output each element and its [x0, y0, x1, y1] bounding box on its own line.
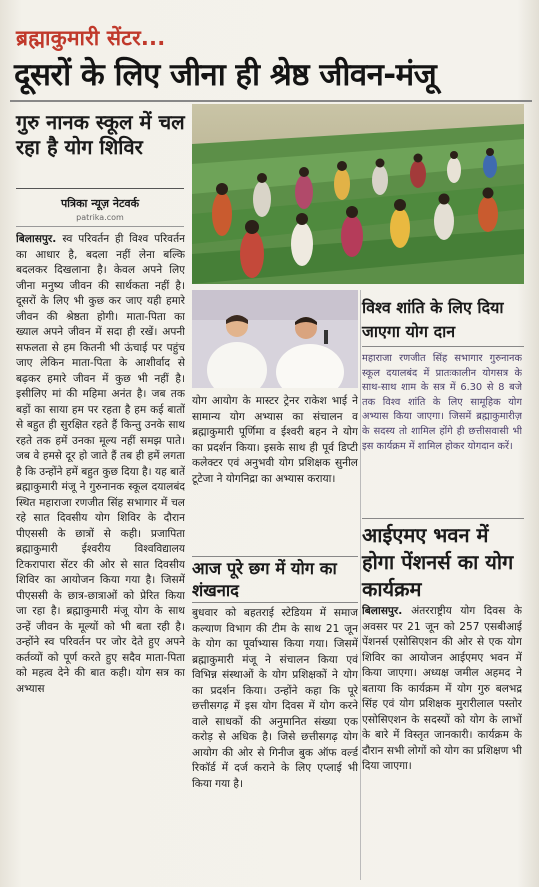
ima-dateline: बिलासपुर. [362, 605, 412, 617]
byline: पत्रिका न्यूज़ नेटवर्क [60, 197, 140, 210]
vishwa-shanti-headline: विश्व शांति के लिए दिया जाएगा योग दान [362, 298, 504, 341]
headline-rule [10, 100, 532, 102]
box-rule-2 [192, 556, 358, 557]
section-kicker: ब्रह्माकुमारी सेंटर... [16, 26, 166, 50]
yoga-group-photo [192, 104, 524, 284]
side-rule-2 [16, 226, 184, 227]
ima-body [362, 604, 522, 874]
side-headline: गुरु नानक स्कूल में चल रहा है योग शिविर [16, 110, 185, 159]
ima-text: अंतरराष्ट्रीय योग दिवस के अवसर पर 21 जून को 257 एसबीआई पेंशनर्स एसोसिएशन की ओर से एक योग शिविर का आयोजन आईएमए भवन में किया जाएगा। अध्यक्ष जमील अहमद ने बताया कि कार्यक्रम में योग गुरु बलभद्र सिंह एवं योग प्रशिक्षक मुरारीलाल पस्तोर एसोसिएशन के सदस्यों को योग के लाभों के बारे में विस्तृत जानकारी। कार्यक्रम के दौरान सभी लोगों को योग का प्रशिक्षण भी दिया जाएगा। [362, 605, 522, 772]
story-column-1 [16, 232, 185, 872]
vishwa-shanti-body: महाराजा रणजीत सिंह सभागार गुरुनानक स्कूल दयालबंद में प्रातःकालीन योगसत्र के साथ-साथ शाम के सत्र में 6.30 से 8 बजे तक विश्व शांति के लिए सामूहिक योग अभ्यास किया जाएगा। जिसमें ब्रह्माकुमारीज़ के सदस्य तो शामिल होंगे ही छत्तीसवासी भी इस कार्यक्रम में शामिल होकर योगदान करें। [362, 353, 522, 452]
yoga-group-photo-graphic [192, 104, 524, 284]
shankhnad-body: बुधवार को बहतराई स्टेडियम में समाज कल्याण विभाग की टीम के साथ 21 जून के योग का पूर्वाभ्यास किया गया। जिसमें ब्रह्माकुमारी मंजू ने संचालन किया एवं विभिन्न संस्थाओं के योग प्रशिक्षकों ने योग का प्रदर्शन किया। उन्होंने कहा कि पूरे छत्तीसगढ़ में इस योग दिवस में योग करने वाले साधकों की अनुमानित संख्या एक करोड़ से अधिक है। जिसे छत्तीसगढ़ योग आयोग की ओर से गिनीज बुक ऑफ वर्ल्ड रिकॉर्ड में दर्ज कराने के लिए एप्लाई भी किया गया है। [192, 607, 358, 790]
story-column-2: योग आयोग के मास्टर ट्रेनर राकेश भाई ने सामान्य योग अभ्यास का संचालन व ब्रह्माकुमारी पूर्णिमा व ईश्वरी बहन ने योग का प्रदर्शन किया। इसके साथ ही पूर्व डिप्टी कलेक्टर एवं अनुभवी योग प्रशिक्षक सुनील टूटेजा ने योगनिद्रा का अभ्यास कराया। [192, 395, 358, 485]
box-rule-3 [192, 602, 358, 603]
column-rule [360, 290, 361, 880]
box-rule-4 [362, 518, 524, 519]
instructors-photo [192, 290, 358, 388]
instructors-photo-graphic [192, 290, 358, 388]
story-text-1: स्व परिवर्तन ही विश्व परिवर्तन का आधार है, बदला नहीं लेना बल्कि बदलकर दिखलाना है। केवल अपने लिए जीना मनुष्य जीवन की सार्थकता नहीं है। दूसरों के लिए भी कुछ कर जाए यही हमारे जीवन की श्रेष्ठता होगी। माता-पिता का ख्याल अपने जीवन में सदा ही रखें। अपनी सफलता से हम कितनी भी ऊंचाई पर पहुंच जाए लेकिन माता-पिता के आशीर्वाद से बढ़कर हमारे जीवन में कुछ भी नहीं है। इसीलिए मां की महिमा अनंत है। जब तक बड़ों का साया हम पर रहता है हम कई बातों से बहुत ही सुरक्षित रहते हैं किन्तु उनके साथ रहते तक हमें उनका मूल्य नहीं समझ पाते। जब वे हमसे दूर हो जाते हैं तब ही हमें लगता है कि उन्होंने हमें बहुत कुछ दिया है। यह बातें ब्रह्माकुमारी मंजू ने गुरुनानक स्कूल दयालबंद स्थित महाराजा रणजीत सिंह सभागार में चल रहे सात दिवसीय योग शिविर के दौरान पीएससी के छात्रों से कही। प्रजापिता ब्रह्माकुमारी ईश्वरीय विश्वविद्यालय टिकरापारा सेंटर की ओर से सात दिवसीय शिविर का आयोजन किया गया है। जिसमें पीएससी के छात्र-छात्राओं को प्रेरित किया जा रहा है। ब्रह्माकुमारी मंजू योग के साथ उन्हें जीवन के मूल्यों को भी बता रही है। उन्होंने स्व परिवर्तन पर जोर देते हुए अपने कर्तव्यों को पूर्ण करते हुए सदैव माता-पिता को महत्व देने की बात कही। योग सत्र का अभ्यास [16, 233, 185, 695]
shankhnad-headline: आज पूरे छग में योग का शंखनाद [192, 559, 337, 600]
ima-headline: आईएमए भवन में होगा पेंशनर्स का योग कार्यक्रम [362, 523, 514, 601]
headline: दूसरों के लिए जीना ही श्रेष्ठ जीवन-मंजू [14, 57, 437, 93]
byline-url: patrika.com [76, 213, 124, 222]
box-rule-1 [362, 346, 524, 347]
dateline: बिलासपुर. [16, 233, 63, 245]
side-rule [16, 188, 184, 189]
